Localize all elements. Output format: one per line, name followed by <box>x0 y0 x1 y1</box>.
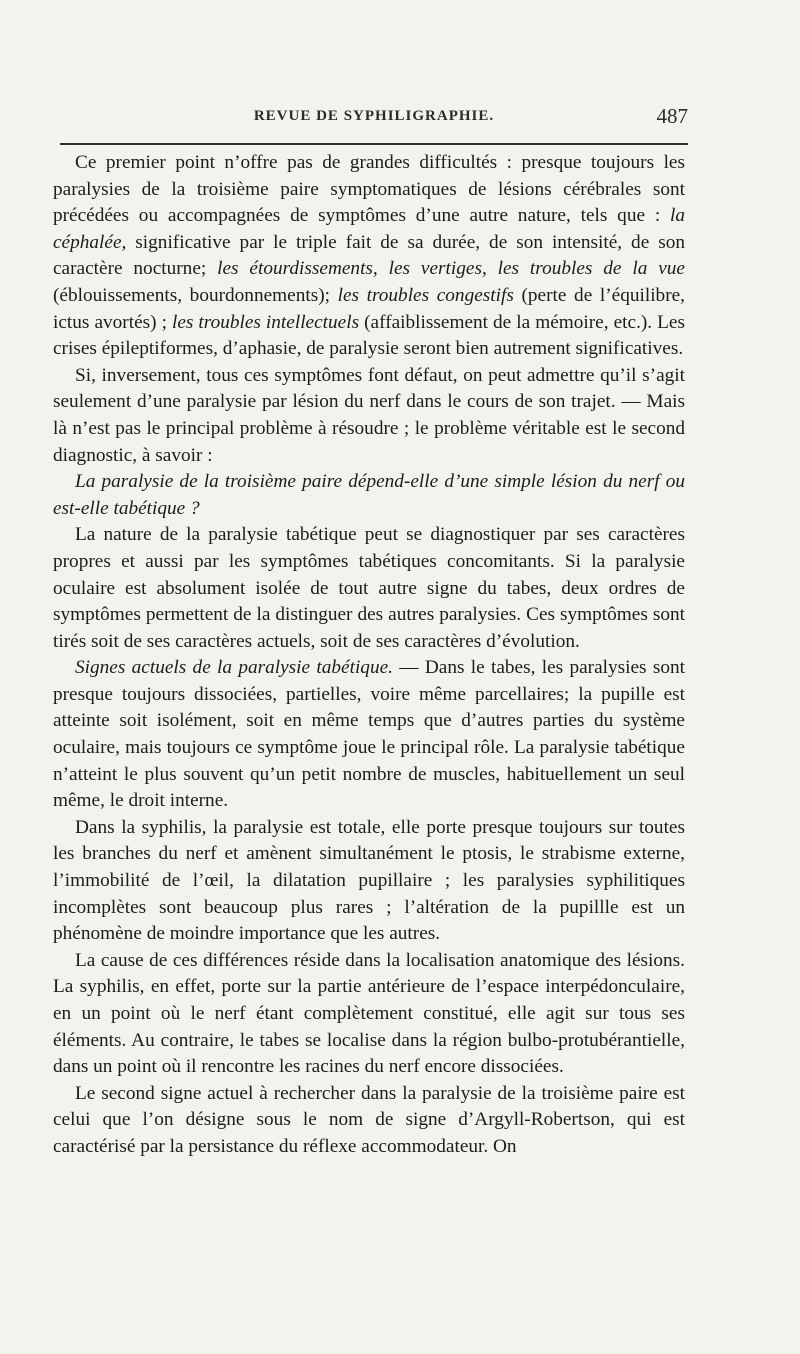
paragraph <box>53 655 685 815</box>
text-segment: (affaiblissement de la mémoire, etc.). Les crises épileptiformes, d’aphasie, de paralysie seront bien autrement significatives. <box>53 311 685 360</box>
paragraph <box>53 815 685 948</box>
text-segment: (éblouissements, bourdonnements); <box>53 284 338 306</box>
paragraph <box>53 150 685 363</box>
italic-text: les étourdissements, les vertiges, les troubles de la vue <box>217 258 685 280</box>
paragraph <box>53 1081 685 1161</box>
italic-text: La paralysie de la troisième paire dépend-elle d’une simple lésion du nerf ou est-elle tabétique ? <box>53 471 685 519</box>
italic-text: Signes actuels de la paralysie tabétique. <box>75 657 393 679</box>
text-segment: — Dans le tabes, les paralysies sont presque toujours dissociées, partielles, voire même parcellaires; la pupille est atteinte soit isolément, soit en même temps que d’autres parties du système oculaire, mais toujours ce symptôme joue le principal rôle. La paralysie tabétique n’atteint le plus souvent qu’un petit nombre de muscles, habituellement un seul même, le droit interne. <box>53 657 685 812</box>
text-segment: (perte de l’équilibre, ictus avortés) ; <box>53 284 685 333</box>
italic-text: les troubles intellectuels <box>171 311 360 333</box>
italic-text: les troubles congestifs <box>337 284 514 306</box>
text-segment: significative par le triple fait de sa durée, de son intensité, de son caractère nocturne; <box>53 231 685 280</box>
body-text <box>53 150 685 1161</box>
text-segment: La nature de la paralysie tabétique peut se diagnostiquer par ses caractères propres et aussi par les symptômes tabétiques concomitants. Si la paralysie oculaire est absolument isolée de tout autre signe du tabes, deux ordres de symptômes permettent de la distinguer des autres paralysies. Ces symptômes sont tirés soit de ses caractères actuels, soit de ses caractères d’évolution. <box>53 524 685 652</box>
paragraph <box>53 948 685 1081</box>
text-segment: Le second signe actuel à rechercher dans la paralysie de la troisième paire est celui que l’on désigne sous le nom de signe d’Argyll-Robertson, qui est caractérisé par la persistance du réflexe accommodateur. On <box>53 1082 685 1157</box>
text-segment: Ce premier point n’offre pas de grandes difficultés : presque toujours les paralysies de la troisième paire symptomatiques de lésions cérébrales sont précédées ou accompagnées de symptômes d’une autre nature, tels que : <box>53 152 685 227</box>
text-segment: La cause de ces différences réside dans la localisation anatomique des lésions. La syphilis, en effet, porte sur la partie antérieure de l’espace interpédonculaire, en un point où le nerf étant complètement constitué, elle agit sur tous ses éléments. Au contraire, le tabes se localise dans la région bulbo-protubérantielle, dans un point où il rencontre les racines du nerf encore dissociées. <box>53 949 685 1078</box>
text-segment: Si, inversement, tous ces symptômes font défaut, on peut admettre qu’il s’agit seulement d’une paralysie par lésion du nerf dans le cours de son trajet. — Mais là n’est pas le principal problème à résoudre ; le problème véritable est le second diagnostic, à savoir : <box>53 364 685 466</box>
italic-text: la céphalée, <box>53 205 685 253</box>
running-head: REVUE DE SYPHILIGRAPHIE. <box>253 108 495 124</box>
header-rule <box>60 143 688 145</box>
page-header <box>60 104 688 138</box>
page-number: 487 <box>656 104 688 128</box>
paragraph <box>53 522 685 655</box>
paragraph <box>53 363 685 469</box>
paragraph <box>53 469 685 522</box>
text-segment: Dans la syphilis, la paralysie est totale, elle porte presque toujours sur toutes les branches du nerf et amènent simultanément le ptosis, le strabisme externe, l’immobilité de l’œil, la dilatation pupillaire ; les paralysies syphilitiques incomplètes sont beaucoup plus rares ; l’altération de la pupillle est un phénomène de moindre importance que les autres. <box>53 816 685 945</box>
